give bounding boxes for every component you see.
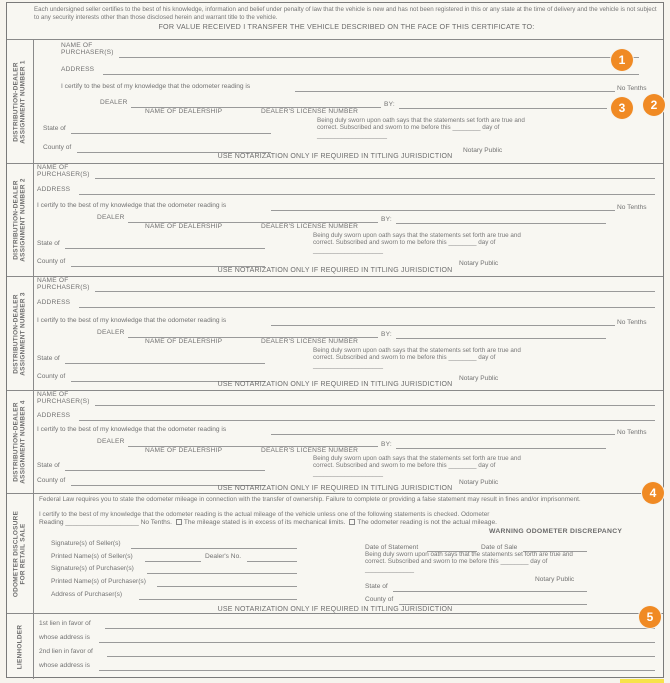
purchaser-printed-name-field[interactable] bbox=[157, 586, 297, 587]
dealer-license-number-label: DEALER'S LICENSE NUMBER bbox=[261, 447, 359, 454]
callout-badge-3: 3 bbox=[611, 97, 633, 119]
callout-badge-2: 2 bbox=[643, 94, 665, 116]
county-of-label: County of bbox=[37, 258, 66, 265]
name-of-label: NAME OF bbox=[61, 42, 93, 49]
purchasers-label: PURCHASER(S) bbox=[37, 171, 90, 178]
dealer-license-number-label: DEALER'S LICENSE NUMBER bbox=[261, 338, 359, 345]
address-label: ADDRESS bbox=[61, 66, 95, 73]
by-label: BY: bbox=[381, 441, 392, 448]
seller-signature-label: Signature(s) of Seller(s) bbox=[51, 540, 121, 547]
lienholder-section bbox=[7, 613, 663, 679]
notarization-notice: USE NOTARIZATION ONLY IF REQUIRED IN TITLING JURISDICTION bbox=[217, 485, 453, 492]
county-field[interactable] bbox=[399, 604, 587, 605]
address-label: ADDRESS bbox=[37, 412, 71, 419]
purchaser-field[interactable] bbox=[95, 405, 655, 406]
odometer-certify-text: I certify to the best of my knowledge that the odometer reading is the actual mileage of the vehicle unless one of the following statements is checked. Odometer bbox=[39, 511, 490, 518]
state-of-label: State of bbox=[43, 125, 66, 132]
no-tenths-label: No Tenths bbox=[617, 204, 647, 211]
by-label: BY: bbox=[381, 331, 392, 338]
callout-badge-4: 4 bbox=[642, 482, 664, 504]
oath-text: Being duly sworn upon oath says that the statements set forth are true and correct. Subscribed and sworn to me before this ________ day of ____________________ bbox=[313, 455, 521, 477]
dealer-label: DEALER bbox=[100, 99, 128, 106]
lienholder-label: LIENHOLDER bbox=[16, 624, 24, 669]
seller-certification-text: Each undersigned seller certifies to the best of his knowledge, information and belief under penalty of law that the vehicle is new and has not been registered in this or any state at the time of delivery and the vehicle is not subject to any security interests other than those disclosed herein and warrant title to the vehicle. bbox=[34, 6, 657, 21]
notary-public-label: Notary Public bbox=[459, 375, 499, 382]
state-field[interactable] bbox=[65, 363, 265, 364]
odometer-certify-label: I certify to the best of my knowledge that the odometer reading is bbox=[37, 317, 227, 324]
address-field[interactable] bbox=[79, 420, 655, 421]
state-field[interactable] bbox=[393, 591, 587, 592]
purchaser-field[interactable] bbox=[95, 291, 655, 292]
excess-mileage-checkbox[interactable] bbox=[176, 519, 182, 525]
intro-block bbox=[34, 6, 659, 31]
dealer-assignment-4 bbox=[7, 390, 663, 493]
notarization-notice: USE NOTARIZATION ONLY IF REQUIRED IN TITLING JURISDICTION bbox=[217, 153, 453, 160]
title-certificate-back bbox=[6, 2, 664, 678]
odometer-disclosure-section bbox=[7, 493, 663, 613]
address-field[interactable] bbox=[103, 74, 639, 75]
retail-sale-label: FOR RETAIL SALE bbox=[20, 522, 27, 585]
name-of-dealership-label: NAME OF DEALERSHIP bbox=[145, 223, 223, 230]
state-of-label: State of bbox=[37, 240, 60, 247]
notarization-notice: USE NOTARIZATION ONLY IF REQUIRED IN TITLING JURISDICTION bbox=[217, 381, 453, 388]
odometer-reading-field[interactable] bbox=[271, 325, 615, 326]
assignment-1-label: DISTRIBUTION-DEALER bbox=[12, 61, 20, 142]
assignment-3-label: DISTRIBUTION-DEALER bbox=[12, 293, 20, 374]
notary-public-label: Notary Public bbox=[535, 576, 575, 583]
name-of-dealership-label: NAME OF DEALERSHIP bbox=[145, 108, 223, 115]
odometer-statements: Reading ____________________ No Tenths. The mileage stated is in excess of its mechanical limits. The odometer reading is not the actual mileage. bbox=[39, 519, 497, 526]
date-of-statement-label: Date of Statement bbox=[365, 544, 419, 551]
oath-text: Being duly sworn upon oath says that the statements set forth are true and correct. Subscribed and sworn to me before this ________ day of ____________________ bbox=[313, 347, 521, 369]
first-lien-address-label: whose address is bbox=[39, 634, 90, 641]
purchasers-label: PURCHASER(S) bbox=[37, 284, 90, 291]
first-lien-address-field[interactable] bbox=[99, 642, 655, 643]
first-lien-field[interactable] bbox=[105, 628, 655, 629]
address-label: ADDRESS bbox=[37, 299, 71, 306]
state-field[interactable] bbox=[65, 248, 265, 249]
address-label: ADDRESS bbox=[37, 186, 71, 193]
no-tenths-label: No Tenths bbox=[617, 319, 647, 326]
first-lien-label: 1st lien in favor of bbox=[39, 620, 91, 627]
federal-law-text: Federal Law requires you to state the odometer mileage in connection with the transfer of ownership. Failure to complete or providing a false statement may result in fines and/or imprisonment. bbox=[39, 496, 581, 503]
state-of-label: State of bbox=[365, 583, 388, 590]
purchaser-address-field[interactable] bbox=[139, 599, 297, 600]
state-of-label: State of bbox=[37, 462, 60, 469]
seller-printed-name-label: Printed Name(s) of Seller(s) bbox=[51, 553, 133, 560]
assignment-4-label: DISTRIBUTION-DEALER bbox=[12, 402, 20, 482]
assignment-3-number: ASSIGNMENT NUMBER 3 bbox=[20, 291, 27, 376]
purchaser-signature-field[interactable] bbox=[147, 573, 297, 574]
highlight-strip bbox=[620, 679, 664, 683]
notary-public-label: Notary Public bbox=[459, 479, 499, 486]
by-label: BY: bbox=[381, 216, 392, 223]
name-of-dealership-label: NAME OF DEALERSHIP bbox=[145, 447, 223, 454]
address-field[interactable] bbox=[79, 307, 655, 308]
assignment-1-sidebar bbox=[7, 40, 34, 163]
odometer-warning: WARNING ODOMETER DISCREPANCY bbox=[489, 528, 623, 535]
odometer-disclosure-label: ODOMETER DISCLOSURE bbox=[12, 510, 20, 597]
county-of-label: County of bbox=[37, 373, 66, 380]
second-lien-label: 2nd lien in favor of bbox=[39, 648, 93, 655]
excess-mileage-label: The mileage stated is in excess of its mechanical limits. bbox=[183, 519, 346, 526]
not-actual-mileage-checkbox[interactable] bbox=[349, 519, 355, 525]
callout-badge-1: 1 bbox=[611, 49, 633, 71]
dealer-license-number-label: DEALER'S LICENSE NUMBER bbox=[261, 223, 359, 230]
no-tenths-label: No Tenths. bbox=[140, 519, 172, 526]
assignment-1-number: ASSIGNMENT NUMBER 1 bbox=[20, 59, 27, 144]
notarization-notice: USE NOTARIZATION ONLY IF REQUIRED IN TITLING JURISDICTION bbox=[217, 267, 453, 274]
no-tenths-label: No Tenths bbox=[617, 85, 647, 92]
name-of-label: NAME OF bbox=[37, 391, 69, 398]
no-tenths-label: No Tenths bbox=[617, 429, 647, 436]
seller-signature-field[interactable] bbox=[131, 548, 297, 549]
odometer-reading-field[interactable] bbox=[271, 210, 615, 211]
purchasers-label: PURCHASER(S) bbox=[61, 49, 114, 56]
by-label: BY: bbox=[384, 101, 395, 108]
purchaser-field[interactable] bbox=[95, 178, 655, 179]
notary-public-label: Notary Public bbox=[463, 147, 503, 154]
dealer-by-field[interactable] bbox=[396, 338, 606, 339]
dealer-by-field[interactable] bbox=[399, 108, 607, 109]
dealer-by-field[interactable] bbox=[396, 223, 606, 224]
county-of-label: County of bbox=[365, 596, 394, 603]
second-lien-address-field[interactable] bbox=[99, 670, 655, 671]
oath-text: Being duly sworn upon oath says that the statements set forth are true and correct. Subscribed and sworn to me before this ________ day of ____________________ bbox=[317, 117, 525, 139]
seller-printed-name-field[interactable] bbox=[145, 561, 201, 562]
dealer-label: DEALER bbox=[97, 214, 125, 221]
purchaser-address-label: Address of Purchaser(s) bbox=[51, 591, 123, 598]
purchaser-signature-label: Signature(s) of Purchaser(s) bbox=[51, 565, 134, 572]
state-of-label: State of bbox=[37, 355, 60, 362]
odometer-reading-field[interactable] bbox=[295, 91, 615, 92]
dealer-by-field[interactable] bbox=[396, 448, 606, 449]
dealer-assignment-3 bbox=[7, 276, 663, 390]
transfer-heading: FOR VALUE RECEIVED I TRANSFER THE VEHICLE DESCRIBED ON THE FACE OF THIS CERTIFICATE TO: bbox=[158, 22, 535, 31]
name-of-dealership-label: NAME OF DEALERSHIP bbox=[145, 338, 223, 345]
name-of-label: NAME OF bbox=[37, 277, 69, 284]
odometer-disclosure-sidebar bbox=[7, 494, 34, 613]
assignment-2-label: DISTRIBUTION-DEALER bbox=[12, 180, 20, 260]
second-lien-field[interactable] bbox=[107, 656, 655, 657]
odometer-certify-label: I certify to the best of my knowledge that the odometer reading is bbox=[61, 83, 251, 90]
dealer-label: DEALER bbox=[97, 438, 125, 445]
county-of-label: County of bbox=[37, 477, 66, 484]
oath-text: Being duly sworn upon oath says that the statements set forth are true and correct. Subscribed and sworn to me before this ________ day of ____________________ bbox=[313, 232, 521, 254]
dealer-license-number-label: DEALER'S LICENSE NUMBER bbox=[261, 108, 359, 115]
assignment-4-sidebar bbox=[7, 391, 34, 493]
odometer-reading-field[interactable] bbox=[271, 434, 615, 435]
odometer-certify-label: I certify to the best of my knowledge that the odometer reading is bbox=[37, 426, 227, 433]
date-of-sale-label: Date of Sale bbox=[481, 544, 518, 551]
assignment-2-number: ASSIGNMENT NUMBER 2 bbox=[20, 178, 27, 262]
assignment-3-sidebar bbox=[7, 277, 34, 390]
reading-label: Reading bbox=[39, 519, 64, 526]
dealer-assignment-2 bbox=[7, 163, 663, 276]
dealer-assignment-1 bbox=[7, 39, 663, 163]
name-of-label: NAME OF bbox=[37, 164, 69, 171]
odometer-oath-text: Being duly sworn upon oath says that the statements set forth are true and correct. Subscribed and sworn to me before this ________ day of ______________ bbox=[365, 551, 573, 573]
purchasers-label: PURCHASER(S) bbox=[37, 398, 90, 405]
address-field[interactable] bbox=[79, 194, 655, 195]
purchaser-field[interactable] bbox=[119, 57, 639, 58]
not-actual-mileage-label: The odometer reading is not the actual mileage. bbox=[357, 519, 497, 526]
second-lien-address-label: whose address is bbox=[39, 662, 90, 669]
assignment-2-sidebar bbox=[7, 164, 34, 276]
dealer-label: DEALER bbox=[97, 329, 125, 336]
notary-public-label: Notary Public bbox=[459, 260, 499, 267]
notarization-notice: USE NOTARIZATION ONLY IF REQUIRED IN TITLING JURISDICTION bbox=[217, 606, 453, 613]
assignment-4-number: ASSIGNMENT NUMBER 4 bbox=[20, 400, 27, 484]
state-field[interactable] bbox=[65, 470, 265, 471]
purchaser-printed-name-label: Printed Name(s) of Purchaser(s) bbox=[51, 578, 146, 585]
county-of-label: County of bbox=[43, 144, 72, 151]
dealer-no-label: Dealer's No. bbox=[205, 553, 242, 560]
dealer-no-field[interactable] bbox=[247, 561, 297, 562]
odometer-certify-label: I certify to the best of my knowledge that the odometer reading is bbox=[37, 202, 227, 209]
state-field[interactable] bbox=[71, 133, 271, 134]
lienholder-sidebar bbox=[7, 614, 34, 679]
callout-badge-5: 5 bbox=[639, 606, 661, 628]
